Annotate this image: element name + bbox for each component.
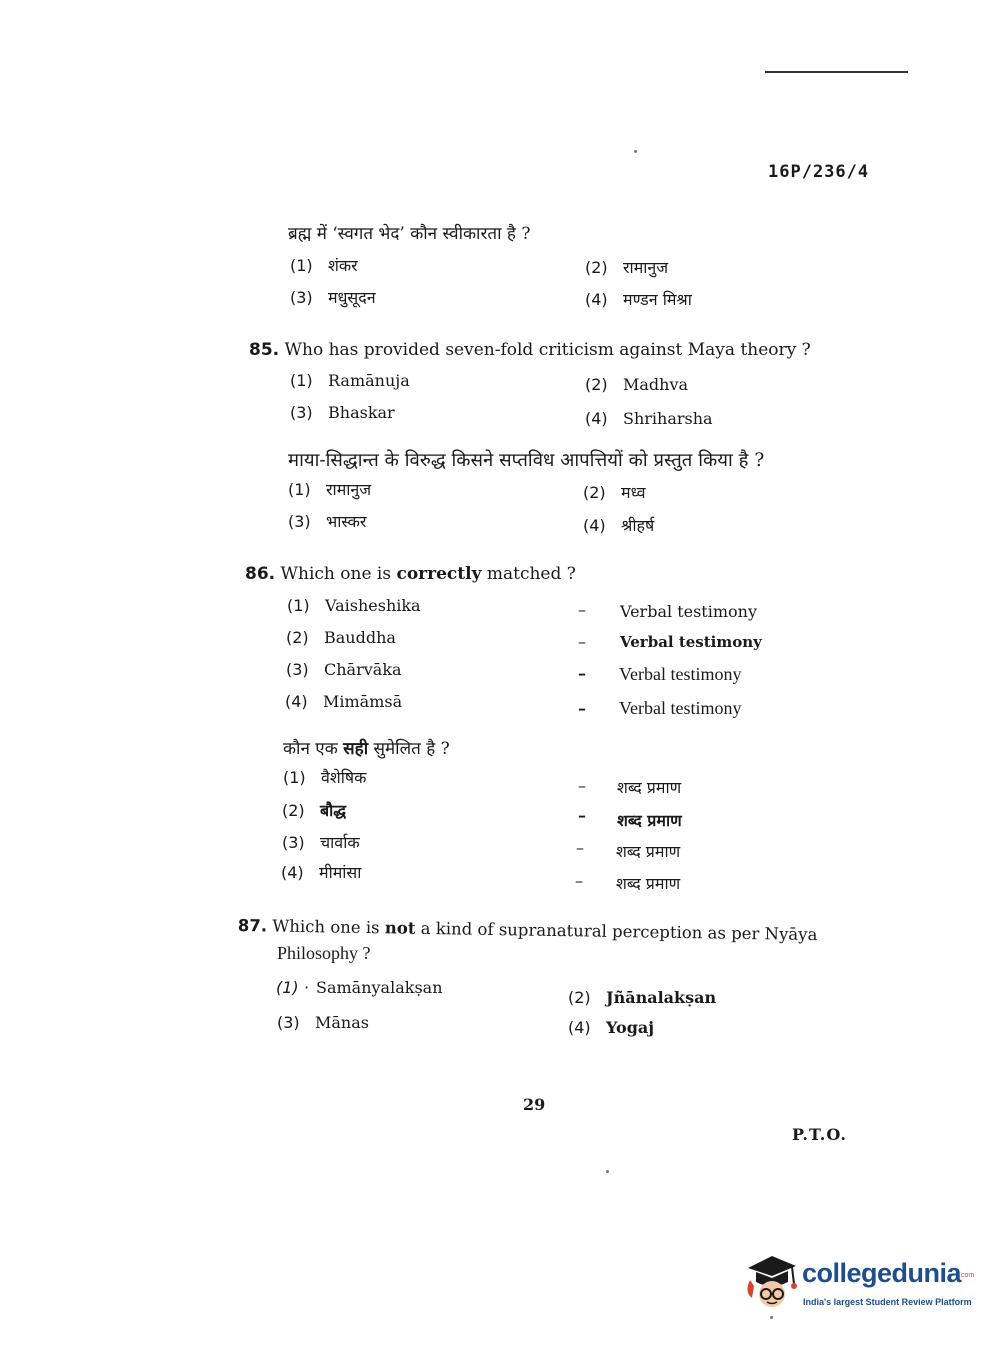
q86-pair-2-dash: – <box>578 632 586 651</box>
q86-pair-3-right: Verbal testimony <box>619 664 742 684</box>
q86-hi-pair-1-left: (1) वैशेषिक <box>283 768 367 787</box>
q86-pair-2-right: Verbal testimony <box>620 633 762 651</box>
q85-hi-option-4: (4) श्रीहर्ष <box>583 516 655 535</box>
q86-hi-pair-1-dash: – <box>578 776 586 795</box>
mascot-icon <box>742 1250 800 1310</box>
top-rule <box>765 71 908 73</box>
q85-hindi-question: माया-सिद्धान्त के विरुद्ध किसने सप्तविध आपत्तियों को प्रस्तुत किया है ? <box>288 450 765 471</box>
q87-option-1: (1) · Samānyalakṣan <box>276 978 443 997</box>
q87-option-4: (4) Yogaj <box>568 1018 655 1037</box>
brand-name: collegedunia <box>802 1258 962 1288</box>
q86-pair-1-left: (1) Vaisheshika <box>287 596 421 615</box>
brand-tagline: India's largest Student Review Platform <box>803 1297 972 1307</box>
q84-hi-option-4: (4) मण्डन मिश्रा <box>585 290 692 309</box>
brand-mark: .com <box>959 1272 975 1279</box>
q87-question-line2: Philosophy ? <box>277 943 371 963</box>
q85-hi-option-2: (2) मध्व <box>583 483 646 502</box>
q86-hi-pair-2-dash: – <box>578 806 586 825</box>
q84-hindi-question: ब्रह्म में ‘स्वगत भेद’ कौन स्वीकारता है ? <box>288 224 531 244</box>
q84-hi-option-3: (3) मधुसूदन <box>290 288 376 307</box>
scan-speck <box>634 150 637 153</box>
q86-hi-pair-3-dash: – <box>576 838 584 857</box>
q86-pair-4-left: (4) Mimāmsā <box>285 692 403 711</box>
q85-question: 85. Who has provided seven-fold criticism against Maya theory ? <box>249 340 811 360</box>
q85-hi-option-1: (1) रामानुज <box>288 480 372 499</box>
q86-hi-pair-2-left: (2) बौद्ध <box>282 801 347 820</box>
q86-pair-1-dash: – <box>578 600 586 619</box>
q84-hi-option-1: (1) शंकर <box>290 256 358 275</box>
q87-option-2: (2) Jñānalakṣan <box>568 988 717 1007</box>
q86-hi-pair-2-right: शब्द प्रमाण <box>617 811 682 830</box>
q85-hi-option-3: (3) भास्कर <box>288 512 367 531</box>
q87-option-3: (3) Mānas <box>277 1013 369 1032</box>
q86-hi-pair-3-right: शब्द प्रमाण <box>616 842 681 861</box>
q86-hi-pair-4-dash: – <box>575 871 583 890</box>
q85-option-1: (1) Ramānuja <box>290 371 410 390</box>
q87-question: 87. Which one is not a kind of supranatural perception as per Nyāya <box>237 916 818 945</box>
collegedunia-watermark <box>742 1248 975 1316</box>
pto-label: P.T.O. <box>792 1125 847 1144</box>
q86-pair-3-dash: – <box>578 664 586 683</box>
q86-pair-3-left: (3) Chārvāka <box>286 660 402 679</box>
q85-option-3: (3) Bhaskar <box>290 403 395 422</box>
page-number: 29 <box>523 1095 546 1114</box>
scan-speck <box>770 1316 773 1319</box>
paper-code: 16P/236/4 <box>768 162 870 182</box>
q86-hindi-question: कौन एक सही सुमेलित है ? <box>283 739 450 759</box>
q86-pair-2-left: (2) Bauddha <box>286 628 396 647</box>
scan-speck <box>606 1170 609 1173</box>
q86-pair-4-right: Verbal testimony <box>619 698 742 718</box>
q86-hi-pair-4-left: (4) मीमांसा <box>281 863 362 882</box>
q85-option-2: (2) Madhva <box>585 375 689 394</box>
q86-question: 86. Which one is correctly matched ? <box>245 564 576 584</box>
q86-hi-pair-1-right: शब्द प्रमाण <box>617 778 682 797</box>
q84-hi-option-2: (2) रामानुज <box>585 258 669 277</box>
q86-pair-1-right: Verbal testimony <box>620 602 757 621</box>
q86-hi-pair-3-left: (3) चार्वाक <box>282 833 360 852</box>
q85-option-4: (4) Shriharsha <box>585 409 713 428</box>
q86-hi-pair-4-right: शब्द प्रमाण <box>616 874 681 893</box>
q86-pair-4-dash: – <box>578 699 586 718</box>
